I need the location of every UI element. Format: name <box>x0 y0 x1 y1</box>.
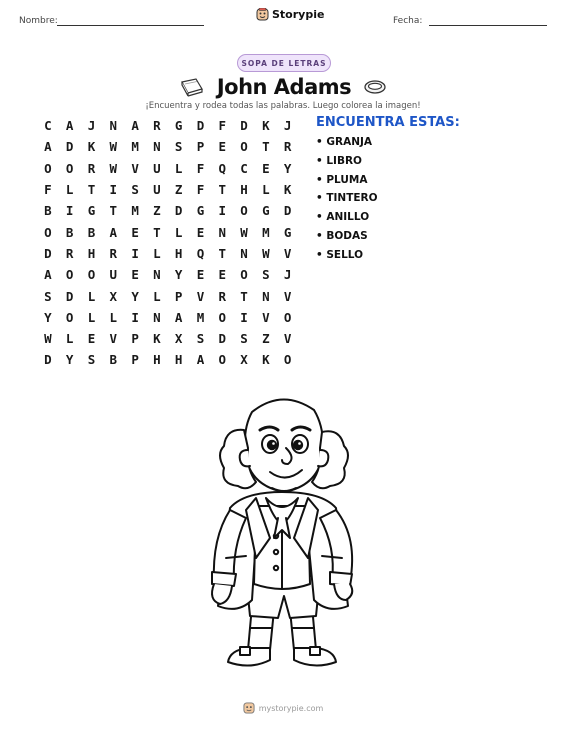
grid-letter[interactable]: F <box>196 160 205 176</box>
grid-letter[interactable]: L <box>109 309 118 325</box>
grid-letter[interactable]: U <box>153 182 161 198</box>
grid-letter[interactable]: O <box>44 160 52 176</box>
footer <box>0 702 566 714</box>
grid-letter[interactable]: K <box>283 182 292 198</box>
grid-letter[interactable]: G <box>87 203 96 219</box>
grid-letter[interactable]: O <box>283 309 292 325</box>
storypie-logo-icon <box>256 8 269 21</box>
grid-letter[interactable]: I <box>131 309 139 325</box>
grid-letter[interactable]: H <box>240 182 248 198</box>
grid-letter[interactable]: V <box>283 245 292 261</box>
grid-letter[interactable]: E <box>87 331 96 347</box>
grid-letter[interactable]: W <box>262 245 270 261</box>
grid-letter[interactable]: L <box>153 288 161 304</box>
grid-letter[interactable]: J <box>283 267 292 283</box>
grid-letter[interactable]: A <box>131 118 139 134</box>
grid-letter[interactable]: Y <box>283 160 292 176</box>
grid-letter[interactable]: S <box>44 288 52 304</box>
grid-letter[interactable]: H <box>174 245 183 261</box>
title-row <box>0 72 566 102</box>
grid-letter[interactable]: Q <box>196 245 205 261</box>
grid-letter[interactable]: W <box>109 160 118 176</box>
grid-letter[interactable]: U <box>153 160 161 176</box>
grid-row <box>37 221 299 242</box>
grid-letter[interactable]: E <box>218 139 227 155</box>
grid-letter[interactable]: V <box>131 160 139 176</box>
grid-letter[interactable]: F <box>44 182 52 198</box>
grid-letter[interactable]: A <box>174 309 183 325</box>
puzzle-type-badge: SOPA DE LETRAS <box>237 54 331 72</box>
grid-letter[interactable]: W <box>240 224 248 240</box>
word-list-heading: ENCUENTRA ESTAS: <box>316 115 460 130</box>
grid-letter[interactable]: A <box>65 118 74 134</box>
grid-letter[interactable]: O <box>65 267 74 283</box>
page-title: John Adams <box>216 75 352 99</box>
grid-letter[interactable]: D <box>283 203 292 219</box>
grid-letter[interactable]: B <box>65 224 74 240</box>
footer-url: mystorypie.com <box>258 703 324 713</box>
grid-letter[interactable]: R <box>109 245 118 261</box>
grid-letter[interactable]: X <box>109 288 118 304</box>
grid-letter[interactable]: M <box>262 224 270 240</box>
grid-letter[interactable]: S <box>262 267 270 283</box>
grid-letter[interactable]: Y <box>131 288 139 304</box>
grid-letter[interactable]: C <box>44 118 52 134</box>
grid-letter[interactable]: U <box>109 267 118 283</box>
grid-letter[interactable]: P <box>174 288 183 304</box>
grid-letter[interactable]: L <box>87 288 96 304</box>
grid-letter[interactable]: X <box>240 352 248 368</box>
grid-letter[interactable]: K <box>262 352 270 368</box>
grid-letter[interactable]: G <box>262 203 270 219</box>
grid-letter[interactable]: Z <box>174 182 183 198</box>
grid-letter[interactable]: A <box>44 267 52 283</box>
grid-row <box>37 179 299 200</box>
grid-letter[interactable]: D <box>44 352 52 368</box>
grid-letter[interactable]: E <box>218 267 227 283</box>
grid-letter[interactable]: N <box>262 288 270 304</box>
grid-letter[interactable]: K <box>153 331 161 347</box>
grid-letter[interactable]: M <box>196 309 205 325</box>
grid-letter[interactable]: F <box>196 182 205 198</box>
grid-letter[interactable]: T <box>218 245 227 261</box>
instructions: ¡Encuentra y rodea todas las palabras. Luego colorea la imagen! <box>145 101 421 111</box>
grid-letter[interactable]: N <box>153 267 161 283</box>
grid-letter[interactable]: B <box>87 224 96 240</box>
grid-letter[interactable]: V <box>109 331 118 347</box>
grid-letter[interactable]: Z <box>262 331 270 347</box>
grid-letter[interactable]: L <box>174 224 183 240</box>
word-list-item: • PLUMA <box>316 173 368 186</box>
grid-letter[interactable]: M <box>131 203 139 219</box>
grid-letter[interactable]: I <box>65 203 74 219</box>
grid-letter[interactable]: M <box>131 139 139 155</box>
grid-letter[interactable]: O <box>87 267 96 283</box>
grid-letter[interactable]: E <box>196 267 205 283</box>
grid-letter[interactable]: A <box>196 352 205 368</box>
grid-letter[interactable]: S <box>240 331 248 347</box>
grid-letter[interactable]: N <box>153 309 161 325</box>
grid-letter[interactable]: O <box>240 203 248 219</box>
grid-letter[interactable]: Y <box>44 309 52 325</box>
grid-letter[interactable]: J <box>87 118 96 134</box>
grid-letter[interactable]: R <box>65 245 74 261</box>
date-label: Fecha: <box>393 16 423 26</box>
grid-letter[interactable]: N <box>153 139 161 155</box>
grid-letter[interactable]: E <box>131 224 139 240</box>
ring-icon <box>363 78 387 96</box>
grid-letter[interactable]: G <box>283 224 292 240</box>
grid-letter[interactable]: Y <box>65 352 74 368</box>
grid-letter[interactable]: P <box>196 139 205 155</box>
grid-row <box>37 328 299 349</box>
grid-letter[interactable]: O <box>65 309 74 325</box>
grid-letter[interactable]: T <box>153 224 161 240</box>
grid-letter[interactable]: E <box>262 160 270 176</box>
grid-letter[interactable]: A <box>109 224 118 240</box>
grid-letter[interactable]: H <box>87 245 96 261</box>
grid-letter[interactable]: O <box>218 352 227 368</box>
grid-letter[interactable]: V <box>262 309 270 325</box>
brand-logo <box>256 8 324 21</box>
grid-letter[interactable]: O <box>65 160 74 176</box>
john-adams-illustration <box>190 388 380 683</box>
grid-letter[interactable]: E <box>131 267 139 283</box>
grid-letter[interactable]: O <box>218 309 227 325</box>
grid-letter[interactable]: A <box>44 139 52 155</box>
word-list-item: • BODAS <box>316 229 368 242</box>
grid-letter[interactable]: O <box>44 224 52 240</box>
grid-letter[interactable]: X <box>174 331 183 347</box>
grid-letter[interactable]: S <box>196 331 205 347</box>
grid-letter[interactable]: V <box>283 331 292 347</box>
word-list <box>316 136 378 268</box>
grid-letter[interactable]: L <box>87 309 96 325</box>
grid-letter[interactable]: O <box>283 352 292 368</box>
grid-letter[interactable]: B <box>109 352 118 368</box>
grid-letter[interactable]: I <box>240 309 248 325</box>
grid-letter[interactable]: W <box>109 139 118 155</box>
grid-letter[interactable]: E <box>196 224 205 240</box>
worksheet-header <box>0 0 566 40</box>
grid-letter[interactable]: H <box>153 352 161 368</box>
grid-letter[interactable]: R <box>218 288 227 304</box>
grid-letter[interactable]: L <box>262 182 270 198</box>
grid-letter[interactable]: Z <box>153 203 161 219</box>
grid-letter[interactable]: D <box>65 288 74 304</box>
grid-letter[interactable]: V <box>196 288 205 304</box>
grid-letter[interactable]: K <box>262 118 270 134</box>
grid-letter[interactable]: L <box>65 331 74 347</box>
grid-letter[interactable]: D <box>240 118 248 134</box>
grid-letter[interactable]: Y <box>174 267 183 283</box>
grid-row <box>37 158 299 179</box>
grid-letter[interactable]: R <box>153 118 161 134</box>
storypie-footer-icon <box>243 702 255 714</box>
grid-letter[interactable]: T <box>109 203 118 219</box>
date-line <box>429 25 547 26</box>
grid-letter[interactable]: S <box>87 352 96 368</box>
word-list-item: • TINTERO <box>316 192 378 205</box>
grid-letter[interactable]: T <box>218 182 227 198</box>
grid-letter[interactable]: W <box>44 331 52 347</box>
word-list-item: • GRANJA <box>316 136 373 148</box>
word-list-item: • SELLO <box>316 248 364 261</box>
grid-letter[interactable]: G <box>196 203 205 219</box>
grid-letter[interactable]: D <box>44 245 52 261</box>
grid-letter[interactable]: I <box>218 203 227 219</box>
grid-row <box>37 243 299 264</box>
grid-letter[interactable]: P <box>131 331 139 347</box>
grid-row <box>37 307 299 328</box>
grid-row <box>37 115 299 136</box>
grid-letter[interactable]: Q <box>218 160 227 176</box>
grid-letter[interactable]: C <box>240 160 248 176</box>
grid-letter[interactable]: L <box>174 160 183 176</box>
grid-letter[interactable]: D <box>196 118 205 134</box>
grid-letter[interactable]: D <box>65 139 74 155</box>
grid-letter[interactable]: T <box>262 139 270 155</box>
grid-letter[interactable]: I <box>109 182 118 198</box>
grid-row <box>37 200 299 221</box>
grid-row <box>37 136 299 157</box>
grid-letter[interactable]: O <box>240 267 248 283</box>
grid-letter[interactable]: R <box>87 160 96 176</box>
grid-letter[interactable]: K <box>87 139 96 155</box>
grid-letter[interactable]: O <box>240 139 248 155</box>
grid-letter[interactable]: T <box>87 182 96 198</box>
grid-letter[interactable]: N <box>240 245 248 261</box>
grid-row <box>37 264 299 285</box>
grid-row <box>37 349 299 370</box>
grid-letter[interactable]: H <box>174 352 183 368</box>
word-search-grid <box>37 115 299 371</box>
grid-letter[interactable]: L <box>153 245 161 261</box>
grid-letter[interactable]: I <box>131 245 139 261</box>
brand-name: Storypie <box>272 8 325 21</box>
grid-letter[interactable]: B <box>44 203 52 219</box>
grid-letter[interactable]: T <box>240 288 248 304</box>
grid-letter[interactable]: P <box>131 352 139 368</box>
grid-row <box>37 285 299 306</box>
grid-letter[interactable]: N <box>218 224 227 240</box>
word-list-item: • ANILLO <box>316 211 370 224</box>
book-icon <box>179 77 205 97</box>
name-line <box>57 25 204 26</box>
grid-letter[interactable]: D <box>174 203 183 219</box>
grid-letter[interactable]: R <box>283 139 292 155</box>
grid-letter[interactable]: G <box>174 118 183 134</box>
grid-letter[interactable]: S <box>131 182 139 198</box>
word-list-item: • LIBRO <box>316 154 362 167</box>
grid-letter[interactable]: D <box>218 331 227 347</box>
grid-letter[interactable]: F <box>218 118 227 134</box>
name-label: Nombre: <box>19 16 58 26</box>
grid-letter[interactable]: L <box>65 182 74 198</box>
grid-letter[interactable]: V <box>283 288 292 304</box>
grid-letter[interactable]: S <box>174 139 183 155</box>
grid-letter[interactable]: J <box>283 118 292 134</box>
grid-letter[interactable]: N <box>109 118 118 134</box>
